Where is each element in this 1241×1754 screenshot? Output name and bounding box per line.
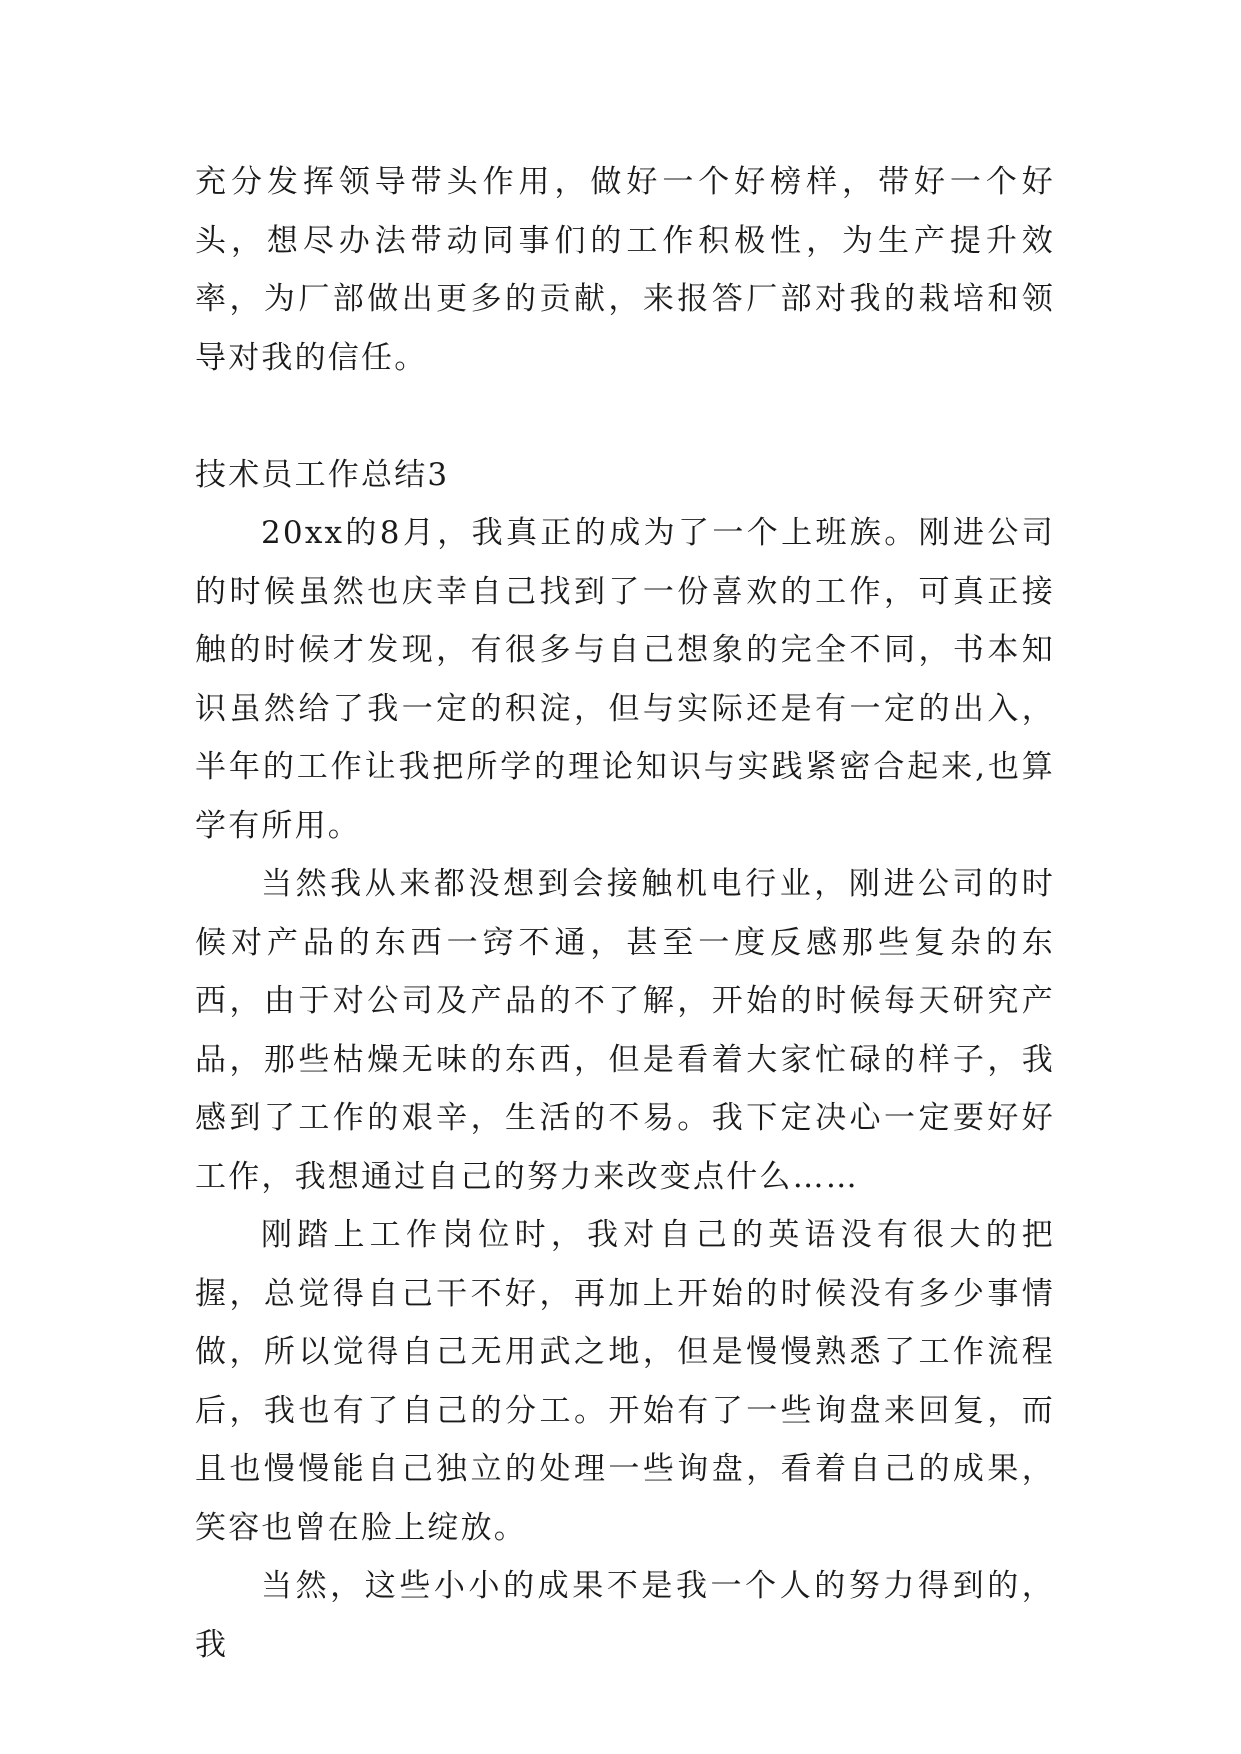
paragraph: 当然我从来都没想到会接触机电行业，刚进公司的时候对产品的东西一窍不通，甚至一度反感那些复杂的东西，由于对公司及产品的不了解，开始的时候每天研究产品，那些枯燥无味的东西，但是看着大家忙碌的样子，我感到了工作的艰辛，生活的不易。我下定决心一定要好好工作，我想通过自己的努力来改变点什么…… [195,866,1055,1195]
paragraph: 20xx的8月，我真正的成为了一个上班族。刚进公司的时候虽然也庆幸自己找到了一份喜欢的工作，可真正接触的时候才发现，有很多与自己想象的完全不同，书本知识虽然给了我一定的积淀，但与实际还是有一定的出入，半年的工作让我把所学的理论知识与实践紧密合起来,也算学有所用。 [195,515,1055,844]
paragraph: 刚踏上工作岗位时，我对自己的英语没有很大的把握，总觉得自己干不好，再加上开始的时候没有多少事情做，所以觉得自己无用武之地，但是慢慢熟悉了工作流程后，我也有了自己的分工。开始有了一些询盘来回复，而且也慢慢能自己独立的处理一些询盘，看着自己的成果，笑容也曾在脸上绽放。 [195,1217,1055,1546]
section-title: 技术员工作总结3 [195,456,450,493]
document-body [195,153,1055,1674]
paragraph: 当然，这些小小的成果不是我一个人的努力得到的，我 [195,1568,1055,1663]
paragraph-continued: 充分发挥领导带头作用，做好一个好榜样，带好一个好头，想尽办法带动同事们的工作积极性，为生产提升效率，为厂部做出更多的贡献，来报答厂部对我的栽培和领导对我的信任。 [195,164,1055,376]
